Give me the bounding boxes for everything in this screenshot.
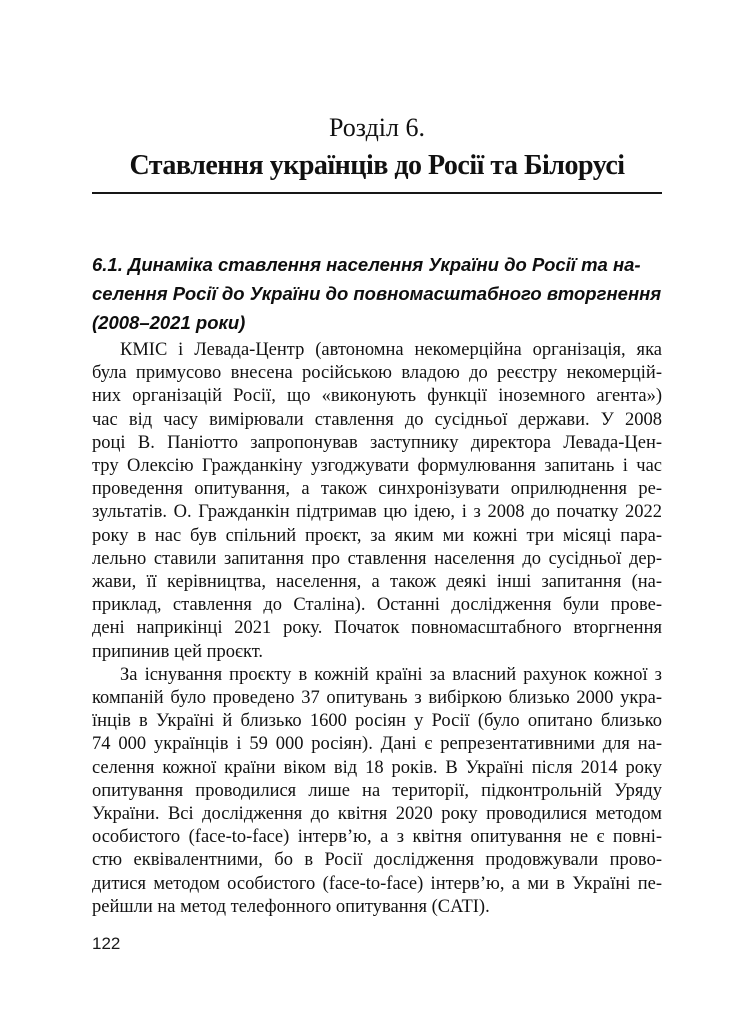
text-line: року в нас був спільний проєкт, за яким ми кожні три місяці пара- <box>92 525 662 546</box>
text-line: опитування проводилися лише на території, підконтрольній Уряду <box>92 780 662 801</box>
page-content <box>92 110 662 919</box>
text-line: 6.1. Динаміка ставлення населення України до Росії та на- <box>92 254 641 275</box>
text-line: була примусово внесена російською владою до реєстру некомерцій- <box>92 363 662 384</box>
text-line: 74 000 українців і 59 000 росіян). Дані є репрезентативними для на- <box>92 734 662 755</box>
chapter-title: Ставлення українців до Росії та Білорусі <box>129 150 625 181</box>
text-line: них організацій Росії, що «виконують функції іноземного агента») <box>92 386 662 407</box>
text-line: зультатів. О. Гражданкін підтримав цю ідею, і з 2008 до початку 2022 <box>92 502 662 523</box>
text-line: приклад, ставлення до Сталіна). Останні дослідження були прове- <box>92 595 662 616</box>
text-line: селення Росії до України до повномасштабного вторгнення <box>92 283 662 304</box>
page-number: 122 <box>92 934 121 954</box>
text-line: жави, її керівництва, населення, а також деякі інші запитання (на- <box>92 572 662 593</box>
paragraph-survey-methodology <box>92 664 662 919</box>
text-line: України. Всі дослідження до квітня 2020 року проводилися методом <box>92 804 662 825</box>
text-line: році В. Паніотто запропонував заступнику директора Левада-Цен- <box>92 432 662 453</box>
text-line: тру Олексію Гражданкіну узгоджувати формулювання запитань і час <box>92 456 662 477</box>
text-line: компаній було проведено 37 опитувань з вибіркою близько 2000 укра- <box>92 688 662 709</box>
text-line: стю еквівалентними, бо в Росії дослідження продовжували прово- <box>92 850 662 871</box>
text-line: їнців в Україні й близько 1600 росіян у Росії (було опитано близько <box>92 711 662 732</box>
paragraph-project-history <box>92 339 662 664</box>
text-line: КМІС і Левада-Центр (автономна некомерційна організація, яка <box>120 340 662 360</box>
text-line: дитися методом особистого (face-to-face) інтерв’ю, а ми в Україні пе- <box>92 873 662 894</box>
chapter-number-label: Розділ 6. <box>328 113 426 142</box>
text-line: лельно ставили запитання про ставлення населення до сусідньої дер- <box>92 548 662 569</box>
chapter-header <box>92 110 662 194</box>
text-line: проведення опитування, а також синхронізувати оприлюднення ре- <box>92 479 662 500</box>
text-line: час від часу вимірювали ставлення до сусідньої держави. У 2008 <box>92 409 662 430</box>
text-line: дені наприкінці 2021 року. Початок повномасштабного вторгнення <box>92 618 662 639</box>
text-line: селення кожної країни віком від 18 років. В Україні після 2014 року <box>92 757 662 778</box>
body-text <box>92 339 662 919</box>
section-heading <box>92 250 662 337</box>
text-line: рейшли на метод телефонного опитування (CATI). <box>92 896 490 917</box>
text-line: припинив цей проєкт. <box>92 641 264 662</box>
text-line: За існування проєкту в кожній країні за власний рахунок кожної з <box>120 664 662 685</box>
text-line: особистого (face-to-face) інтерв’ю, а з квітня опитування не є повні- <box>92 827 662 848</box>
text-line: (2008–2021 роки) <box>92 312 246 333</box>
